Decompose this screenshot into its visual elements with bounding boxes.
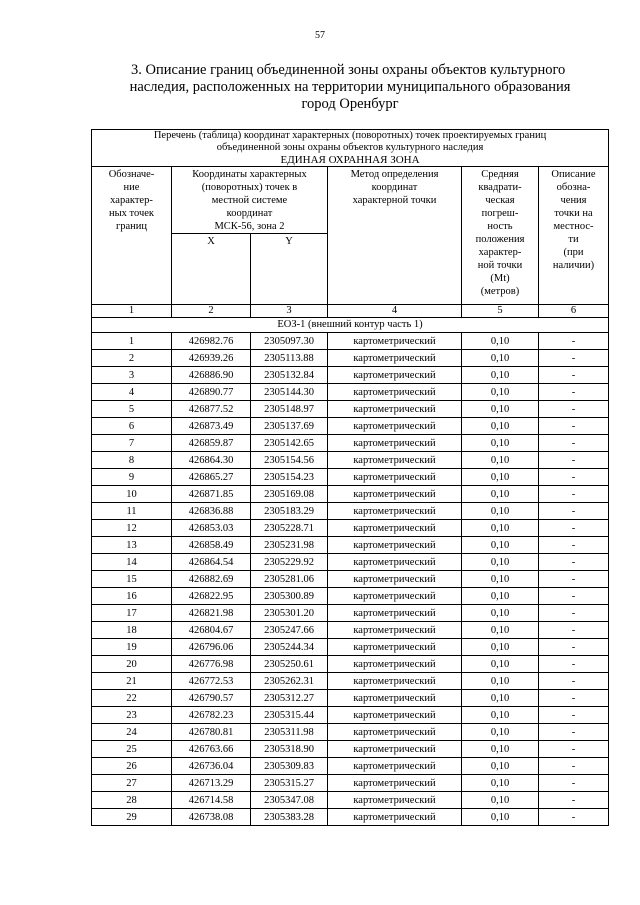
table-row	[92, 435, 609, 452]
mean-error: 0,10	[462, 401, 539, 418]
point-number: 23	[92, 707, 172, 724]
coord-y: 2305229.92	[251, 554, 328, 571]
mean-error: 0,10	[462, 486, 539, 503]
coord-x: 426738.08	[172, 809, 251, 826]
mean-error: 0,10	[462, 469, 539, 486]
table-row	[92, 571, 609, 588]
table-row	[92, 741, 609, 758]
method: картометрический	[328, 384, 462, 401]
coord-x: 426790.57	[172, 690, 251, 707]
coord-y: 2305311.98	[251, 724, 328, 741]
mean-error: 0,10	[462, 724, 539, 741]
coord-x: 426877.52	[172, 401, 251, 418]
table-caption-row	[92, 130, 609, 167]
table-row	[92, 350, 609, 367]
mean-error: 0,10	[462, 554, 539, 571]
coord-x: 426853.03	[172, 520, 251, 537]
mean-error: 0,10	[462, 520, 539, 537]
coord-x: 426865.27	[172, 469, 251, 486]
header-mean-error: Средняя квадрати- ческая погреш- ность положения характер- ной точки (Mt) (метров)	[462, 167, 539, 305]
coord-y: 2305262.31	[251, 673, 328, 690]
description: -	[539, 792, 609, 809]
table-row	[92, 673, 609, 690]
page-number: 57	[315, 30, 325, 41]
point-number: 19	[92, 639, 172, 656]
coord-y: 2305144.30	[251, 384, 328, 401]
mean-error: 0,10	[462, 588, 539, 605]
coord-x: 426871.85	[172, 486, 251, 503]
method: картометрический	[328, 724, 462, 741]
point-number: 14	[92, 554, 172, 571]
coord-x: 426736.04	[172, 758, 251, 775]
method: картометрический	[328, 775, 462, 792]
point-number: 21	[92, 673, 172, 690]
mean-error: 0,10	[462, 622, 539, 639]
coord-x: 426822.95	[172, 588, 251, 605]
method: картометрический	[328, 673, 462, 690]
table-row	[92, 367, 609, 384]
description: -	[539, 809, 609, 826]
coord-y: 2305183.29	[251, 503, 328, 520]
section-title-line-3: город Оренбург	[301, 96, 399, 112]
point-number: 6	[92, 418, 172, 435]
table-row	[92, 384, 609, 401]
coord-y: 2305247.66	[251, 622, 328, 639]
point-number: 3	[92, 367, 172, 384]
coord-x: 426713.29	[172, 775, 251, 792]
mean-error: 0,10	[462, 418, 539, 435]
coord-x: 426858.49	[172, 537, 251, 554]
point-number: 9	[92, 469, 172, 486]
description: -	[539, 401, 609, 418]
coord-x: 426796.06	[172, 639, 251, 656]
coord-x: 426873.49	[172, 418, 251, 435]
coord-y: 2305148.97	[251, 401, 328, 418]
mean-error: 0,10	[462, 333, 539, 350]
coord-y: 2305113.88	[251, 350, 328, 367]
mean-error: 0,10	[462, 350, 539, 367]
coord-y: 2305142.65	[251, 435, 328, 452]
point-number: 27	[92, 775, 172, 792]
table-row	[92, 724, 609, 741]
point-number: 24	[92, 724, 172, 741]
table-row	[92, 401, 609, 418]
point-number: 7	[92, 435, 172, 452]
coord-y: 2305347.08	[251, 792, 328, 809]
description: -	[539, 656, 609, 673]
description: -	[539, 707, 609, 724]
description: -	[539, 503, 609, 520]
section-title-line-1: 3. Описание границ объединенной зоны охраны объектов культурного	[131, 62, 566, 78]
description: -	[539, 537, 609, 554]
header-x: X	[172, 234, 251, 305]
table-row	[92, 758, 609, 775]
description: -	[539, 690, 609, 707]
method: картометрический	[328, 469, 462, 486]
coord-y: 2305250.61	[251, 656, 328, 673]
method: картометрический	[328, 486, 462, 503]
method: картометрический	[328, 452, 462, 469]
mean-error: 0,10	[462, 605, 539, 622]
description: -	[539, 520, 609, 537]
point-number: 15	[92, 571, 172, 588]
mean-error: 0,10	[462, 707, 539, 724]
table-header-row	[92, 167, 609, 234]
coord-x: 426864.54	[172, 554, 251, 571]
section-label-row	[92, 318, 609, 333]
coordinates-table	[91, 129, 609, 826]
coord-y: 2305169.08	[251, 486, 328, 503]
method: картометрический	[328, 537, 462, 554]
header-method: Метод определения координат характерной точки	[328, 167, 462, 305]
table-caption	[92, 130, 609, 167]
description: -	[539, 554, 609, 571]
table-row	[92, 452, 609, 469]
coord-x: 426890.77	[172, 384, 251, 401]
column-number-row	[92, 305, 609, 318]
description: -	[539, 622, 609, 639]
mean-error: 0,10	[462, 656, 539, 673]
method: картометрический	[328, 741, 462, 758]
method: картометрический	[328, 554, 462, 571]
coord-y: 2305097.30	[251, 333, 328, 350]
description: -	[539, 758, 609, 775]
description: -	[539, 605, 609, 622]
column-number: 1	[92, 305, 172, 318]
coord-x: 426821.98	[172, 605, 251, 622]
table-row	[92, 622, 609, 639]
description: -	[539, 435, 609, 452]
method: картометрический	[328, 503, 462, 520]
table-row	[92, 809, 609, 826]
coord-x: 426864.30	[172, 452, 251, 469]
coord-x: 426836.88	[172, 503, 251, 520]
point-number: 4	[92, 384, 172, 401]
point-number: 25	[92, 741, 172, 758]
coord-y: 2305309.83	[251, 758, 328, 775]
mean-error: 0,10	[462, 639, 539, 656]
column-number: 3	[251, 305, 328, 318]
coord-x: 426714.58	[172, 792, 251, 809]
point-number: 29	[92, 809, 172, 826]
method: картометрический	[328, 707, 462, 724]
description: -	[539, 775, 609, 792]
method: картометрический	[328, 639, 462, 656]
mean-error: 0,10	[462, 384, 539, 401]
table-row	[92, 503, 609, 520]
table-row	[92, 775, 609, 792]
coord-y: 2305228.71	[251, 520, 328, 537]
description: -	[539, 418, 609, 435]
column-number: 2	[172, 305, 251, 318]
point-number: 16	[92, 588, 172, 605]
table-row	[92, 486, 609, 503]
coord-x: 426776.98	[172, 656, 251, 673]
zone-title: ЕДИНАЯ ОХРАННАЯ ЗОНА	[280, 154, 420, 166]
table-row	[92, 588, 609, 605]
table-row	[92, 792, 609, 809]
coord-y: 2305315.44	[251, 707, 328, 724]
column-number: 6	[539, 305, 609, 318]
table-row	[92, 639, 609, 656]
method: картометрический	[328, 520, 462, 537]
section-label: ЕОЗ-1 (внешний контур часть 1)	[92, 318, 609, 333]
column-number: 4	[328, 305, 462, 318]
coord-y: 2305231.98	[251, 537, 328, 554]
point-number: 11	[92, 503, 172, 520]
method: картометрический	[328, 418, 462, 435]
point-number: 13	[92, 537, 172, 554]
coord-y: 2305244.34	[251, 639, 328, 656]
method: картометрический	[328, 809, 462, 826]
method: картометрический	[328, 792, 462, 809]
coord-y: 2305312.27	[251, 690, 328, 707]
table-row	[92, 554, 609, 571]
mean-error: 0,10	[462, 792, 539, 809]
coord-y: 2305383.28	[251, 809, 328, 826]
table-row	[92, 418, 609, 435]
coord-x: 426882.69	[172, 571, 251, 588]
method: картометрический	[328, 622, 462, 639]
mean-error: 0,10	[462, 673, 539, 690]
coord-x: 426939.26	[172, 350, 251, 367]
method: картометрический	[328, 588, 462, 605]
coord-x: 426772.53	[172, 673, 251, 690]
description: -	[539, 384, 609, 401]
description: -	[539, 673, 609, 690]
method: картометрический	[328, 367, 462, 384]
point-number: 28	[92, 792, 172, 809]
coord-y: 2305281.06	[251, 571, 328, 588]
method: картометрический	[328, 435, 462, 452]
header-coordinates: Координаты характерных (поворотных) точек в местной системе координат МСК-56, зона 2	[172, 167, 328, 234]
table-caption-line-2: объединенной зоны охраны объектов культурного наследия	[216, 142, 484, 153]
method: картометрический	[328, 656, 462, 673]
coord-y: 2305154.56	[251, 452, 328, 469]
description: -	[539, 469, 609, 486]
point-number: 26	[92, 758, 172, 775]
header-y: Y	[251, 234, 328, 305]
point-number: 18	[92, 622, 172, 639]
description: -	[539, 741, 609, 758]
description: -	[539, 486, 609, 503]
section-title-line-2: наследия, расположенных на территории муниципального образования	[129, 79, 571, 95]
mean-error: 0,10	[462, 537, 539, 554]
mean-error: 0,10	[462, 758, 539, 775]
column-number: 5	[462, 305, 539, 318]
table-row	[92, 690, 609, 707]
table-caption-line-1: Перечень (таблица) координат характерных (поворотных) точек проектируемых границ	[153, 130, 547, 141]
description: -	[539, 571, 609, 588]
description: -	[539, 588, 609, 605]
coord-y: 2305301.20	[251, 605, 328, 622]
coord-x: 426804.67	[172, 622, 251, 639]
method: картометрический	[328, 571, 462, 588]
point-number: 2	[92, 350, 172, 367]
method: картометрический	[328, 350, 462, 367]
mean-error: 0,10	[462, 452, 539, 469]
mean-error: 0,10	[462, 809, 539, 826]
point-number: 8	[92, 452, 172, 469]
table-row	[92, 469, 609, 486]
description: -	[539, 350, 609, 367]
coord-y: 2305137.69	[251, 418, 328, 435]
coord-y: 2305318.90	[251, 741, 328, 758]
point-number: 1	[92, 333, 172, 350]
point-number: 10	[92, 486, 172, 503]
table-row	[92, 707, 609, 724]
method: картометрический	[328, 401, 462, 418]
point-number: 5	[92, 401, 172, 418]
table-row	[92, 656, 609, 673]
description: -	[539, 639, 609, 656]
point-number: 17	[92, 605, 172, 622]
point-number: 12	[92, 520, 172, 537]
method: картометрический	[328, 758, 462, 775]
coord-y: 2305154.23	[251, 469, 328, 486]
coord-y: 2305300.89	[251, 588, 328, 605]
mean-error: 0,10	[462, 571, 539, 588]
description: -	[539, 333, 609, 350]
mean-error: 0,10	[462, 435, 539, 452]
table-row	[92, 333, 609, 350]
coord-x: 426859.87	[172, 435, 251, 452]
coord-x: 426982.76	[172, 333, 251, 350]
coord-x: 426886.90	[172, 367, 251, 384]
method: картометрический	[328, 333, 462, 350]
method: картометрический	[328, 690, 462, 707]
mean-error: 0,10	[462, 775, 539, 792]
mean-error: 0,10	[462, 741, 539, 758]
header-description: Описание обозна- чения точки на местнос- ти (при наличии)	[539, 167, 609, 305]
mean-error: 0,10	[462, 503, 539, 520]
coord-x: 426763.66	[172, 741, 251, 758]
header-point-designation: Обозначе- ние характер- ных точек границ	[92, 167, 172, 305]
coord-y: 2305132.84	[251, 367, 328, 384]
mean-error: 0,10	[462, 690, 539, 707]
table-row	[92, 605, 609, 622]
coord-x: 426780.81	[172, 724, 251, 741]
description: -	[539, 452, 609, 469]
section-title	[95, 62, 605, 113]
mean-error: 0,10	[462, 367, 539, 384]
method: картометрический	[328, 605, 462, 622]
table-row	[92, 520, 609, 537]
description: -	[539, 724, 609, 741]
coord-x: 426782.23	[172, 707, 251, 724]
point-number: 20	[92, 656, 172, 673]
description: -	[539, 367, 609, 384]
table-row	[92, 537, 609, 554]
coord-y: 2305315.27	[251, 775, 328, 792]
point-number: 22	[92, 690, 172, 707]
